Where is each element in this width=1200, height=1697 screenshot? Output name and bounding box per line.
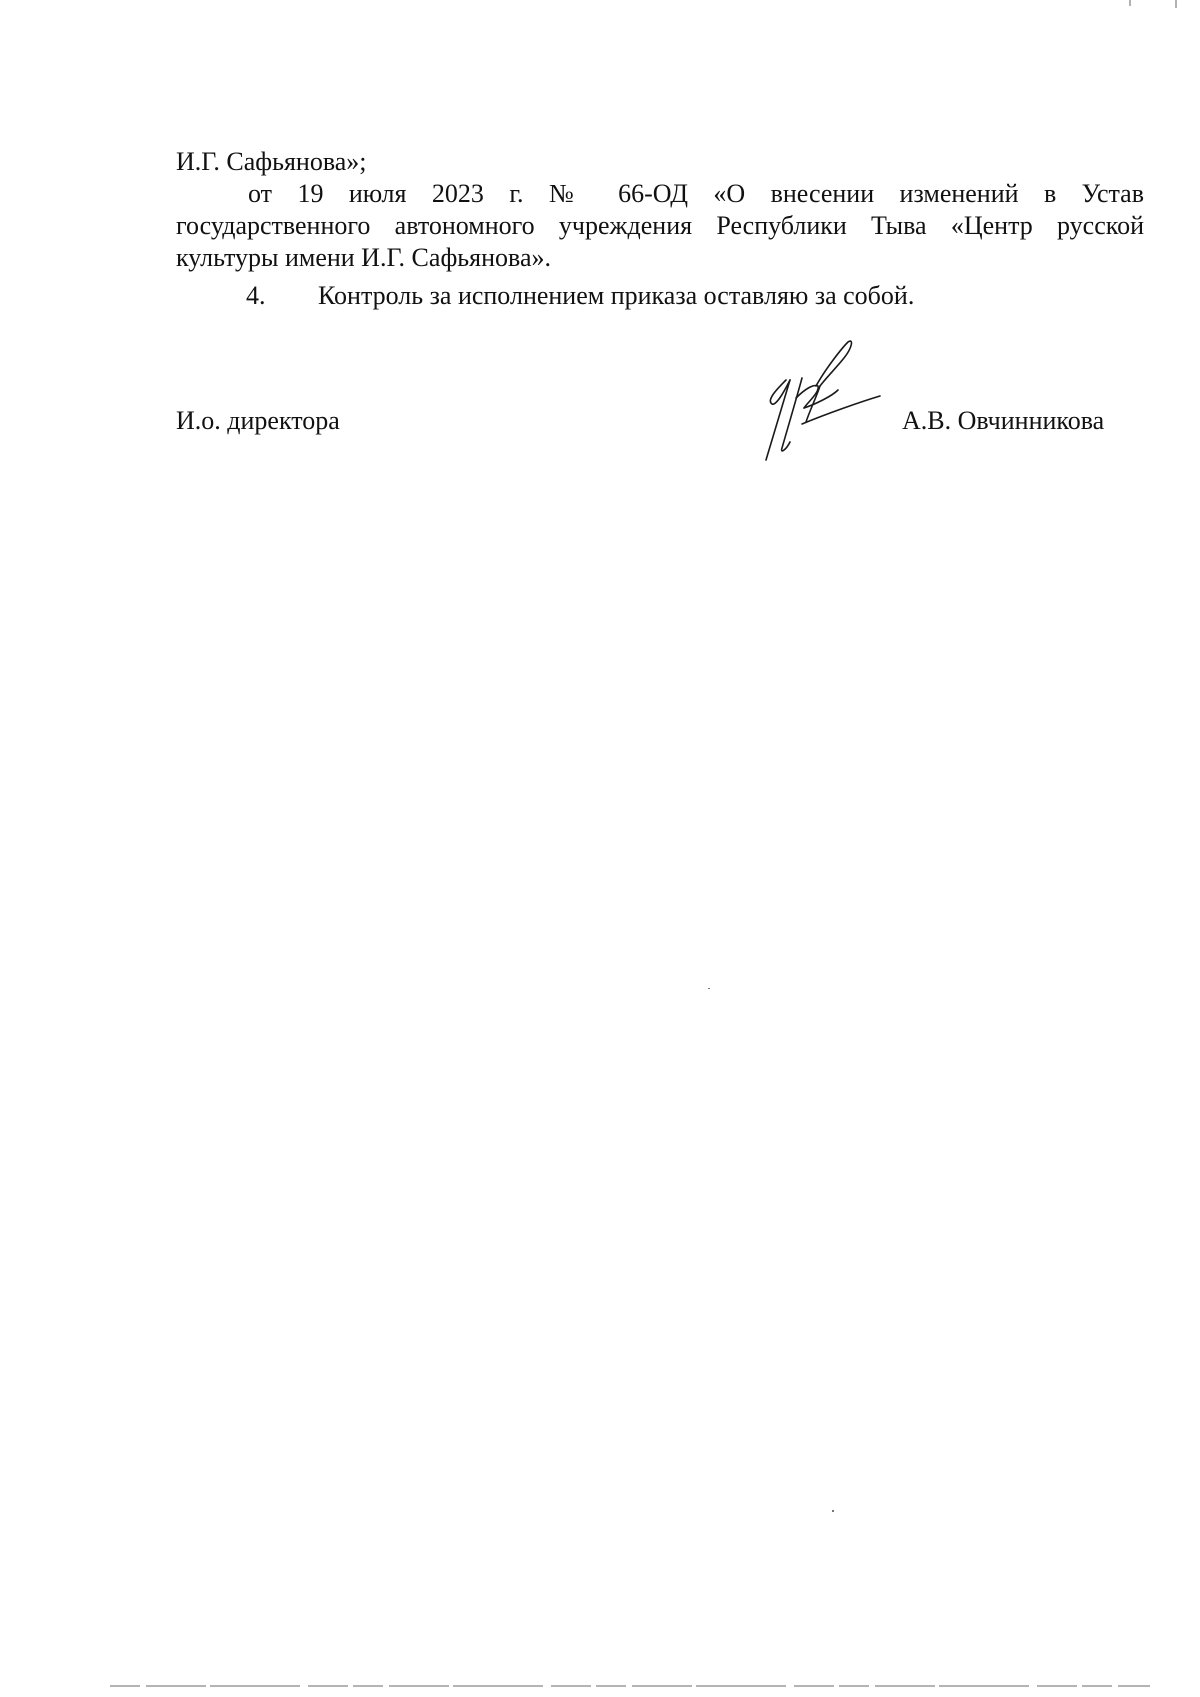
body-text	[176, 146, 1144, 274]
continuation-line: И.Г. Сафьянова»;	[176, 147, 367, 176]
list-item-4	[246, 280, 914, 312]
scan-corner-mark	[1128, 0, 1188, 12]
position-title: И.о. директора	[176, 406, 340, 435]
list-item-text: Контроль за исполнением приказа оставляю за собой.	[318, 281, 915, 310]
signatory-name: А.В. Овчинникова	[902, 406, 1105, 435]
paragraph-line-1: от 19 июля 2023 г. № 66-ОД «О внесении изменений в Устав	[248, 179, 1144, 208]
scan-bottom-edge	[110, 1684, 1150, 1688]
handwritten-signature	[756, 338, 888, 466]
paragraph-line-3: культуры имени И.Г. Сафьянова».	[176, 243, 551, 272]
paragraph-line-2: государственного автономного учреждения Республики Тыва «Центр русской	[176, 211, 1144, 240]
scan-speck	[708, 988, 710, 989]
scan-speck	[832, 1510, 834, 1512]
list-item-number: 4.	[246, 281, 266, 310]
